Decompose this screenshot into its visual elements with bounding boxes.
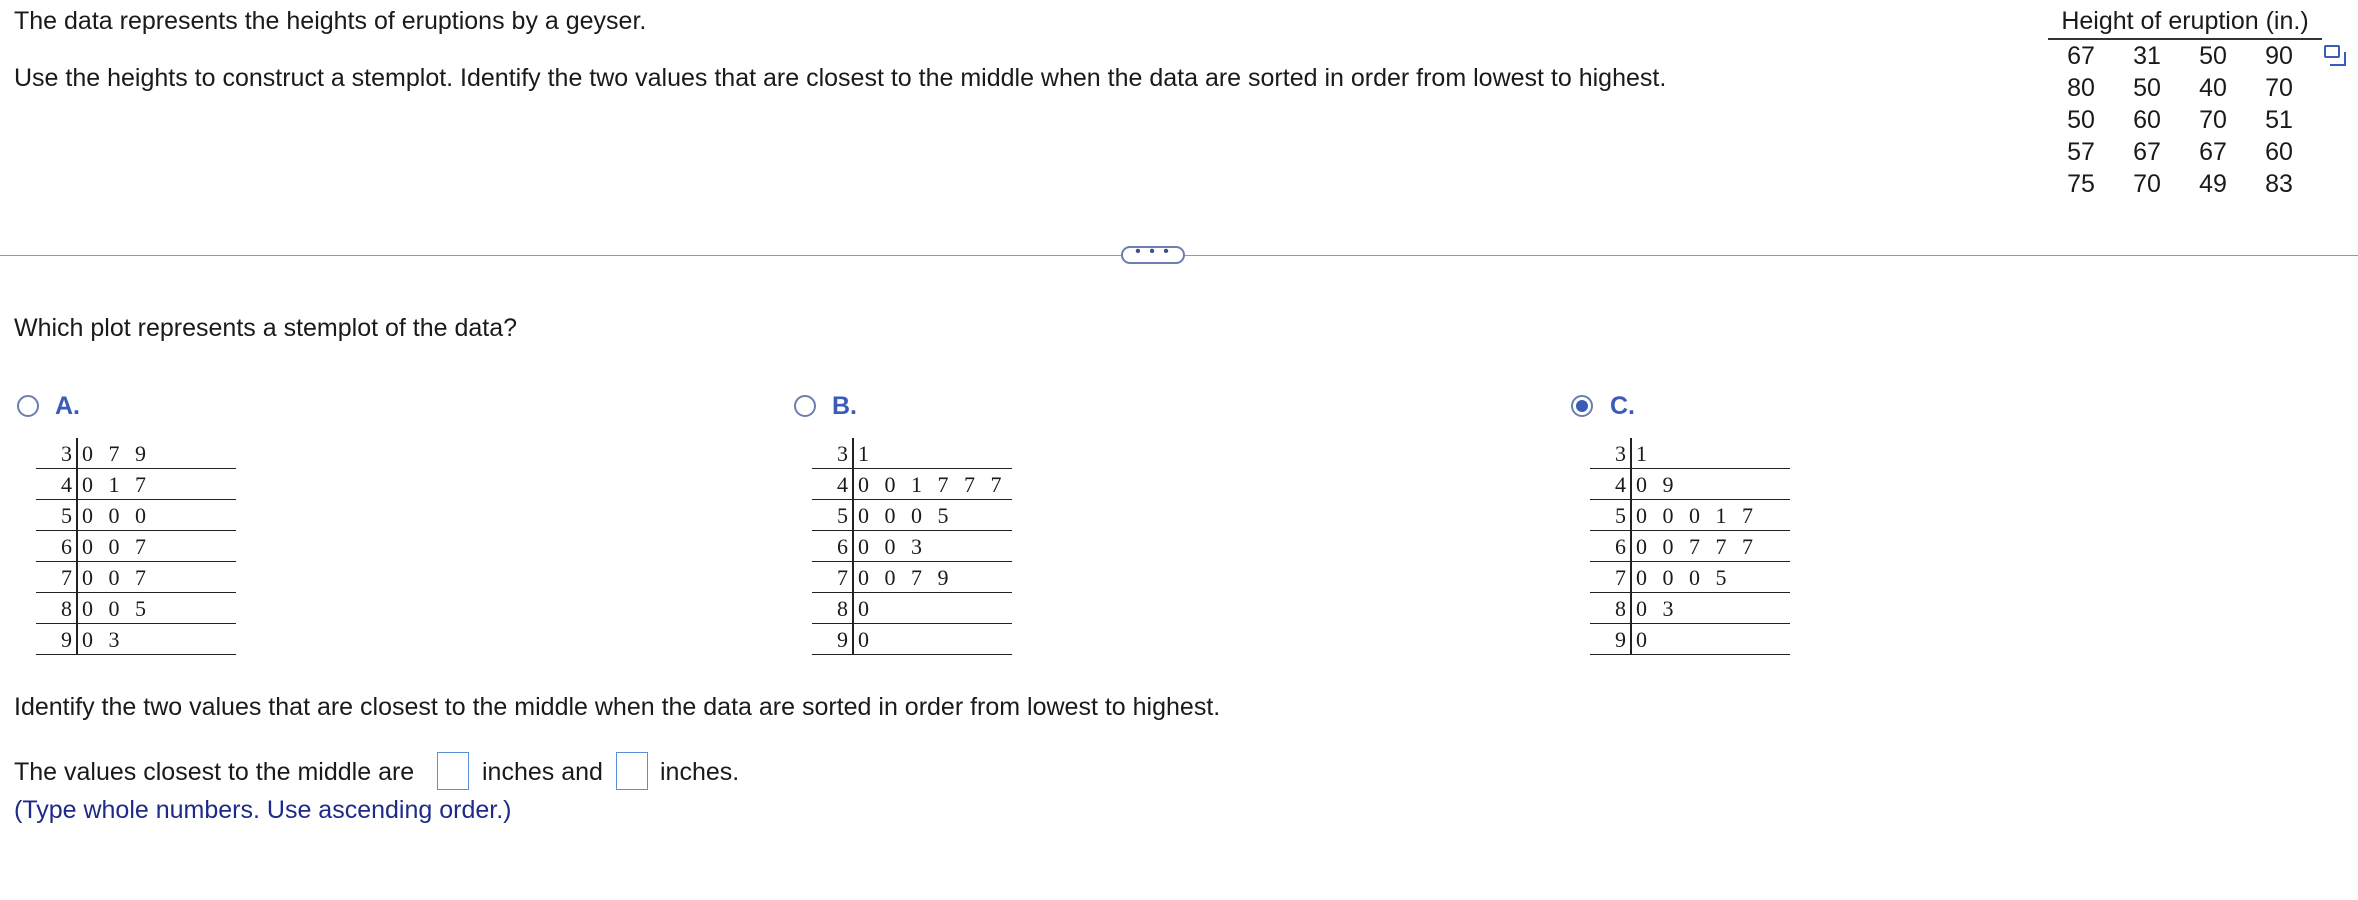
leaf-values: 1 [1636, 441, 1652, 466]
stemplot-row [1590, 500, 1790, 531]
stemplot-row [812, 469, 1012, 500]
stemplot-b [812, 438, 1012, 655]
stemplot-row [1590, 562, 1790, 593]
stem-value: 8 [61, 596, 72, 621]
leaf-values: 0 0 0 5 [1636, 565, 1732, 590]
data-table-cell: 60 [2265, 138, 2293, 166]
question-intro: The data represents the heights of eruptions by a geyser. [14, 7, 647, 35]
stemplot-row [1590, 438, 1790, 469]
leaf-values: 0 0 1 7 7 7 [858, 472, 1007, 497]
stem-divider [76, 438, 78, 468]
data-table-cell: 70 [2133, 170, 2161, 198]
stemplot-c [1590, 438, 1790, 655]
leaf-values: 0 [858, 627, 874, 652]
data-table-cell: 83 [2265, 170, 2293, 198]
stem-value: 9 [837, 627, 848, 652]
leaf-values: 0 7 9 [82, 441, 151, 466]
data-table-cell: 50 [2133, 74, 2161, 102]
leaf-values: 0 1 7 [82, 472, 151, 497]
stem-value: 5 [1615, 503, 1626, 528]
option-c-label[interactable]: C. [1610, 392, 1635, 420]
data-table-cell: 51 [2265, 106, 2293, 134]
stem-value: 3 [1615, 441, 1626, 466]
stem-divider [852, 624, 854, 654]
stem-value: 4 [1615, 472, 1626, 497]
stem-divider [852, 469, 854, 499]
stem-value: 7 [837, 565, 848, 590]
stemplot-row [812, 593, 1012, 624]
stem-value: 6 [837, 534, 848, 559]
stem-value: 9 [61, 627, 72, 652]
data-table-cell: 75 [2067, 170, 2095, 198]
data-table-cell: 50 [2067, 106, 2095, 134]
stem-value: 9 [1615, 627, 1626, 652]
stem-value: 4 [837, 472, 848, 497]
leaf-values: 0 3 [82, 627, 125, 652]
stem-divider [852, 531, 854, 561]
stem-value: 7 [1615, 565, 1626, 590]
data-table-row [2048, 136, 2322, 168]
leaf-values: 0 0 7 9 [858, 565, 954, 590]
stem-divider [1630, 562, 1632, 592]
option-c-radio[interactable] [1571, 395, 1593, 417]
stem-value: 8 [837, 596, 848, 621]
leaf-values: 0 0 7 [82, 534, 151, 559]
answer-suffix: inches. [660, 758, 740, 786]
stem-value: 5 [837, 503, 848, 528]
stemplot-row [36, 562, 236, 593]
stem-value: 5 [61, 503, 72, 528]
answer-prefix: The values closest to the middle are [14, 758, 415, 786]
stem-divider [1630, 624, 1632, 654]
stem-divider [76, 562, 78, 592]
stem-divider [76, 593, 78, 623]
stemplot-row [36, 624, 236, 655]
stem-value: 7 [61, 565, 72, 590]
answer-mid-text: inches and [482, 758, 603, 786]
stem-divider [76, 469, 78, 499]
stemplot-row [36, 531, 236, 562]
stem-value: 3 [61, 441, 72, 466]
leaf-values: 0 0 7 [82, 565, 151, 590]
stemplot-row [36, 469, 236, 500]
leaf-values: 0 [1636, 627, 1652, 652]
stem-value: 6 [1615, 534, 1626, 559]
stem-divider [852, 593, 854, 623]
data-table-cell: 49 [2199, 170, 2227, 198]
question-instructions: Use the heights to construct a stemplot. Identify the two values that are closest to the middle when the data are sorted in order from lowest to highest. [14, 64, 1667, 92]
stemplot-row [812, 624, 1012, 655]
data-table-cell: 90 [2265, 42, 2293, 70]
stem-divider [852, 438, 854, 468]
stemplot-row [812, 438, 1012, 469]
option-b-radio[interactable] [794, 395, 816, 417]
data-table-cell: 57 [2067, 138, 2095, 166]
stem-value: 3 [837, 441, 848, 466]
data-table-row [2048, 72, 2322, 104]
stemplot-row [36, 500, 236, 531]
leaf-values: 0 9 [1636, 472, 1679, 497]
leaf-values: 0 0 7 7 7 [1636, 534, 1758, 559]
leaf-values: 0 [858, 596, 874, 621]
stemplot-row [1590, 593, 1790, 624]
data-table-cell: 70 [2199, 106, 2227, 134]
answer-input-1[interactable] [437, 752, 469, 790]
data-table-cell: 60 [2133, 106, 2161, 134]
stemplot-row [1590, 469, 1790, 500]
stem-divider [1630, 438, 1632, 468]
leaf-values: 0 0 0 [82, 503, 151, 528]
stem-divider [1630, 593, 1632, 623]
data-table [2048, 5, 2322, 200]
data-table-cell: 31 [2133, 42, 2161, 70]
leaf-values: 1 [858, 441, 874, 466]
leaf-values: 0 0 3 [858, 534, 927, 559]
data-table-cell: 50 [2199, 42, 2227, 70]
data-table-cell: 67 [2199, 138, 2227, 166]
option-b-label[interactable]: B. [832, 392, 857, 420]
leaf-values: 0 3 [1636, 596, 1679, 621]
stem-divider [76, 500, 78, 530]
stem-value: 4 [61, 472, 72, 497]
middle-values-question: Identify the two values that are closest to the middle when the data are sorted in order from lowest to highest. [14, 693, 1221, 721]
data-table-row [2048, 104, 2322, 136]
more-button[interactable]: • • • [1121, 246, 1185, 264]
stemplot-row [812, 562, 1012, 593]
option-a-radio[interactable] [17, 395, 39, 417]
stem-divider [76, 624, 78, 654]
leaf-values: 0 0 0 1 7 [1636, 503, 1758, 528]
stemplot-question: Which plot represents a stemplot of the data? [14, 314, 518, 342]
stem-value: 8 [1615, 596, 1626, 621]
data-table-row [2048, 40, 2322, 72]
data-table-cell: 40 [2199, 74, 2227, 102]
stem-divider [852, 500, 854, 530]
stem-divider [852, 562, 854, 592]
stemplot-row [36, 438, 236, 469]
answer-hint: (Type whole numbers. Use ascending order.) [14, 796, 512, 824]
stem-divider [76, 531, 78, 561]
stemplot-a [36, 438, 236, 655]
answer-input-2[interactable] [616, 752, 648, 790]
option-a-label[interactable]: A. [55, 392, 80, 420]
data-table-cell: 70 [2265, 74, 2293, 102]
stemplot-row [1590, 624, 1790, 655]
stem-divider [1630, 531, 1632, 561]
data-table-header: Height of eruption (in.) [2048, 5, 2322, 40]
copy-icon[interactable] [2324, 45, 2340, 58]
data-table-body [2048, 40, 2322, 200]
data-table-cell: 67 [2133, 138, 2161, 166]
stemplot-row [812, 531, 1012, 562]
stemplot-row [812, 500, 1012, 531]
leaf-values: 0 0 5 [82, 596, 151, 621]
leaf-values: 0 0 0 5 [858, 503, 954, 528]
data-table-cell: 67 [2067, 42, 2095, 70]
stem-divider [1630, 469, 1632, 499]
data-table-row [2048, 168, 2322, 200]
stem-divider [1630, 500, 1632, 530]
data-table-cell: 80 [2067, 74, 2095, 102]
stemplot-row [1590, 531, 1790, 562]
stem-value: 6 [61, 534, 72, 559]
stemplot-row [36, 593, 236, 624]
